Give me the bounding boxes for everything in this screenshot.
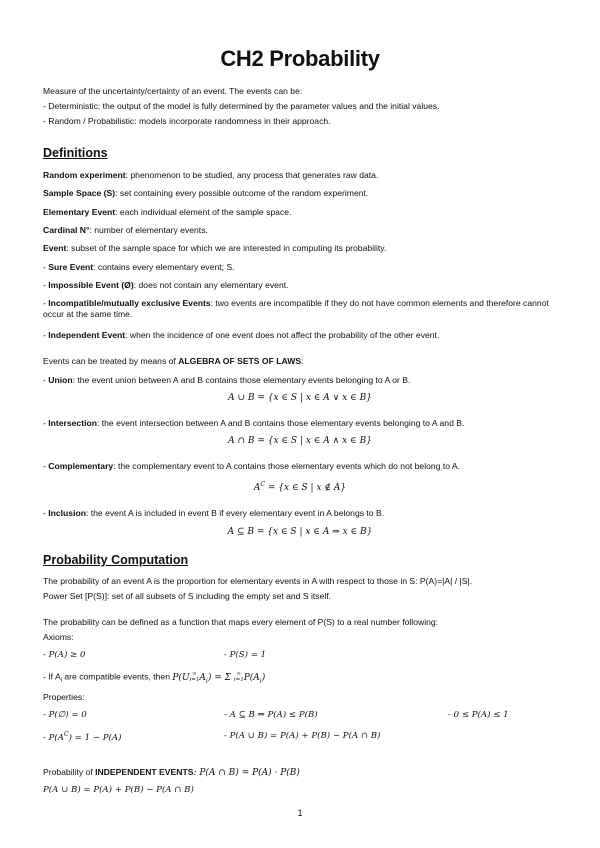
axiom-2: - P(S) = 1: [224, 650, 267, 660]
lower-limit: i=1: [233, 677, 244, 683]
comp-sup: C: [260, 481, 266, 488]
definition-item: [43, 170, 561, 181]
property-3: - 0 ≤ P(A) ≤ 1: [448, 710, 509, 720]
axiom3-a: A: [199, 672, 206, 683]
definition-item: [43, 207, 561, 218]
comp-rest: = {x ∈ S | x ∉ A}: [265, 483, 347, 493]
probability-line: The probability can be defined as a function that maps every element of P(S) to a real number following:: [43, 617, 439, 627]
definition-prefix: -: [43, 330, 49, 340]
union-probability-formula: P(A ∪ B) = P(A) + P(B) − P(A ∩ B): [43, 785, 194, 795]
definition-text: : phenomenon to be studied, any process that generates raw data.: [125, 170, 379, 180]
definition-term: Sample Space (S): [43, 188, 116, 198]
algebra-intro-text: Events can be treated by means of: [43, 356, 179, 366]
intersection-formula: A ∩ B = {x ∈ S | x ∈ A ∧ x ∈ B}: [228, 436, 372, 446]
prop4-pre: - P(A: [43, 732, 64, 743]
intersection-line: - Intersection: the event intersection between A and B contains those elementary events belonging to A and B.: [43, 418, 465, 428]
indep-formula: : P(A ∩ B) = P(A) · P(B): [193, 768, 300, 778]
definition-item: [43, 298, 561, 320]
inclusion-formula: A ⊆ B = {x ∈ S | x ∈ A ⇒ x ∈ B}: [227, 527, 373, 537]
definition-item: [43, 330, 561, 341]
union-line: - Union: the event union between A and B contains those elementary events belonging to A or B.: [43, 375, 411, 385]
page-title: CH2 Probability: [220, 46, 380, 71]
definition-text: : each individual element of the sample space.: [115, 207, 292, 217]
property-5: - P(A ∪ B) = P(A) + P(B) − P(A ∩ B): [224, 731, 381, 741]
comp-base: A: [253, 483, 261, 493]
indep-bold: INDEPENDENT EVENTS: [95, 767, 194, 777]
intersection-text: : the event intersection between A and B contains those elementary events belonging to A and B.: [96, 418, 465, 428]
definition-prefix: -: [43, 280, 49, 290]
independent-events-line: [43, 767, 561, 779]
probability-heading: Probability Computation: [43, 553, 189, 567]
lower-limit: i=1: [189, 677, 200, 683]
property-4: [43, 731, 121, 743]
complementary-term: Complementary: [48, 461, 114, 471]
inclusion-line: - Inclusion: the event A is included in event B if every elementary event in A belongs to B.: [43, 508, 385, 518]
property-2: - A ⊆ B ⇒ P(A) ≤ P(B): [224, 710, 318, 720]
definition-text: : number of elementary events.: [89, 225, 208, 235]
definition-item: [43, 225, 561, 236]
intro-line: Measure of the uncertainty/certainty of an event. The events can be:: [43, 86, 303, 96]
axiom3-sum: ) = Σ: [207, 672, 231, 683]
union-text: : the event union between A and B contains those elementary events belonging to A or B.: [72, 375, 411, 385]
definition-text: : set containing every possible outcome of the random experiment.: [115, 188, 369, 198]
probability-line: The probability of an event A is the proportion for elementary events in A with respect to those in S: P(A)=|A| / |S|.: [43, 576, 473, 586]
axiom-1: - P(A) ≥ 0: [43, 650, 86, 660]
definition-text: : does not contain any elementary event.: [133, 280, 289, 290]
complementary-text: : the complementary event to A contains those elementary events which do not belong to A.: [113, 461, 461, 471]
complementary-line: - Complementary: the complementary event to A contains those elementary events which do not belong to A.: [43, 461, 461, 471]
definition-term: Impossible Event (Ø): [48, 280, 134, 290]
definition-text: : two events are incompatible if they do not have common elements and therefore cannot occur at the same time.: [43, 298, 549, 319]
definition-prefix: -: [43, 298, 49, 308]
inclusion-term: Inclusion: [48, 508, 86, 518]
union-term: Union: [48, 375, 73, 385]
probability-line: Power Set [P(S)]: set of all subsets of S including the empty set and S itself.: [43, 591, 332, 601]
prop4-sup: C: [63, 731, 69, 738]
definition-term: Cardinal N°: [43, 225, 90, 235]
definition-term: Incompatible/mutually exclusive Events: [48, 298, 211, 308]
property-1: - P(∅) = 0: [43, 710, 87, 720]
algebra-intro: [43, 356, 561, 367]
inclusion-text: : the event A is included in event B if every elementary event in A belongs to B.: [85, 508, 385, 518]
prop4-post: ) = 1 − P(A): [68, 732, 122, 743]
axiom-3: [43, 671, 265, 684]
definition-text: : when the incidence of one event does not affect the probability of the other event.: [125, 330, 440, 340]
upper-limit: ∞: [236, 671, 242, 677]
intro-line: - Random / Probabilistic: models incorporate randomness in their approach.: [43, 116, 331, 126]
axiom3-pa-sub: i: [259, 677, 262, 685]
definition-prefix: -: [43, 262, 49, 272]
definition-item: [43, 280, 561, 291]
axiom3-formula: P(U ∞ i=1 $A_i) = \Sigma$ ∞ i=1 $P(A_i)$: [172, 671, 266, 685]
complementary-formula: [0, 481, 600, 493]
definition-text: : contains every elementary event; S.: [93, 262, 235, 272]
definition-term: Random experiment: [43, 170, 126, 180]
sum-limits: [234, 671, 244, 683]
axiom3-pre: - If A: [43, 671, 61, 682]
axiom3-mid: are compatible events, then: [62, 671, 173, 682]
axiom3-sub: i: [60, 678, 63, 685]
definition-term: Sure Event: [48, 262, 94, 272]
axiom3-pa: P(A: [243, 672, 260, 683]
definition-item: [43, 243, 561, 254]
definition-term: Independent Event: [48, 330, 126, 340]
union-formula: A ∪ B = {x ∈ S | x ∈ A ∨ x ∈ B}: [228, 393, 372, 403]
properties-label: Properties:: [43, 692, 85, 702]
page-number: 1: [297, 808, 303, 818]
indep-pre: Probability of: [43, 767, 96, 777]
intro-line: - Deterministic: the output of the model is fully determined by the parameter values and the initial values.: [43, 101, 440, 111]
definition-item: [43, 188, 561, 199]
definition-term: Elementary Event: [43, 207, 116, 217]
definitions-heading: Definitions: [43, 146, 108, 160]
axiom3-union: P(U: [172, 672, 190, 683]
axioms-label: Axioms:: [43, 632, 74, 642]
intersection-term: Intersection: [48, 418, 97, 428]
definition-text: : subset of the sample space for which we are interested in computing its probability.: [66, 243, 387, 253]
definition-item: [43, 262, 561, 273]
algebra-intro-end: :: [301, 356, 304, 366]
axiom3-a-sub: i: [205, 677, 208, 685]
algebra-intro-bold: ALGEBRA OF SETS OF LAWS: [178, 356, 302, 366]
upper-limit: ∞: [192, 671, 197, 677]
definition-term: Event: [43, 243, 67, 253]
union-limits: [190, 671, 200, 683]
